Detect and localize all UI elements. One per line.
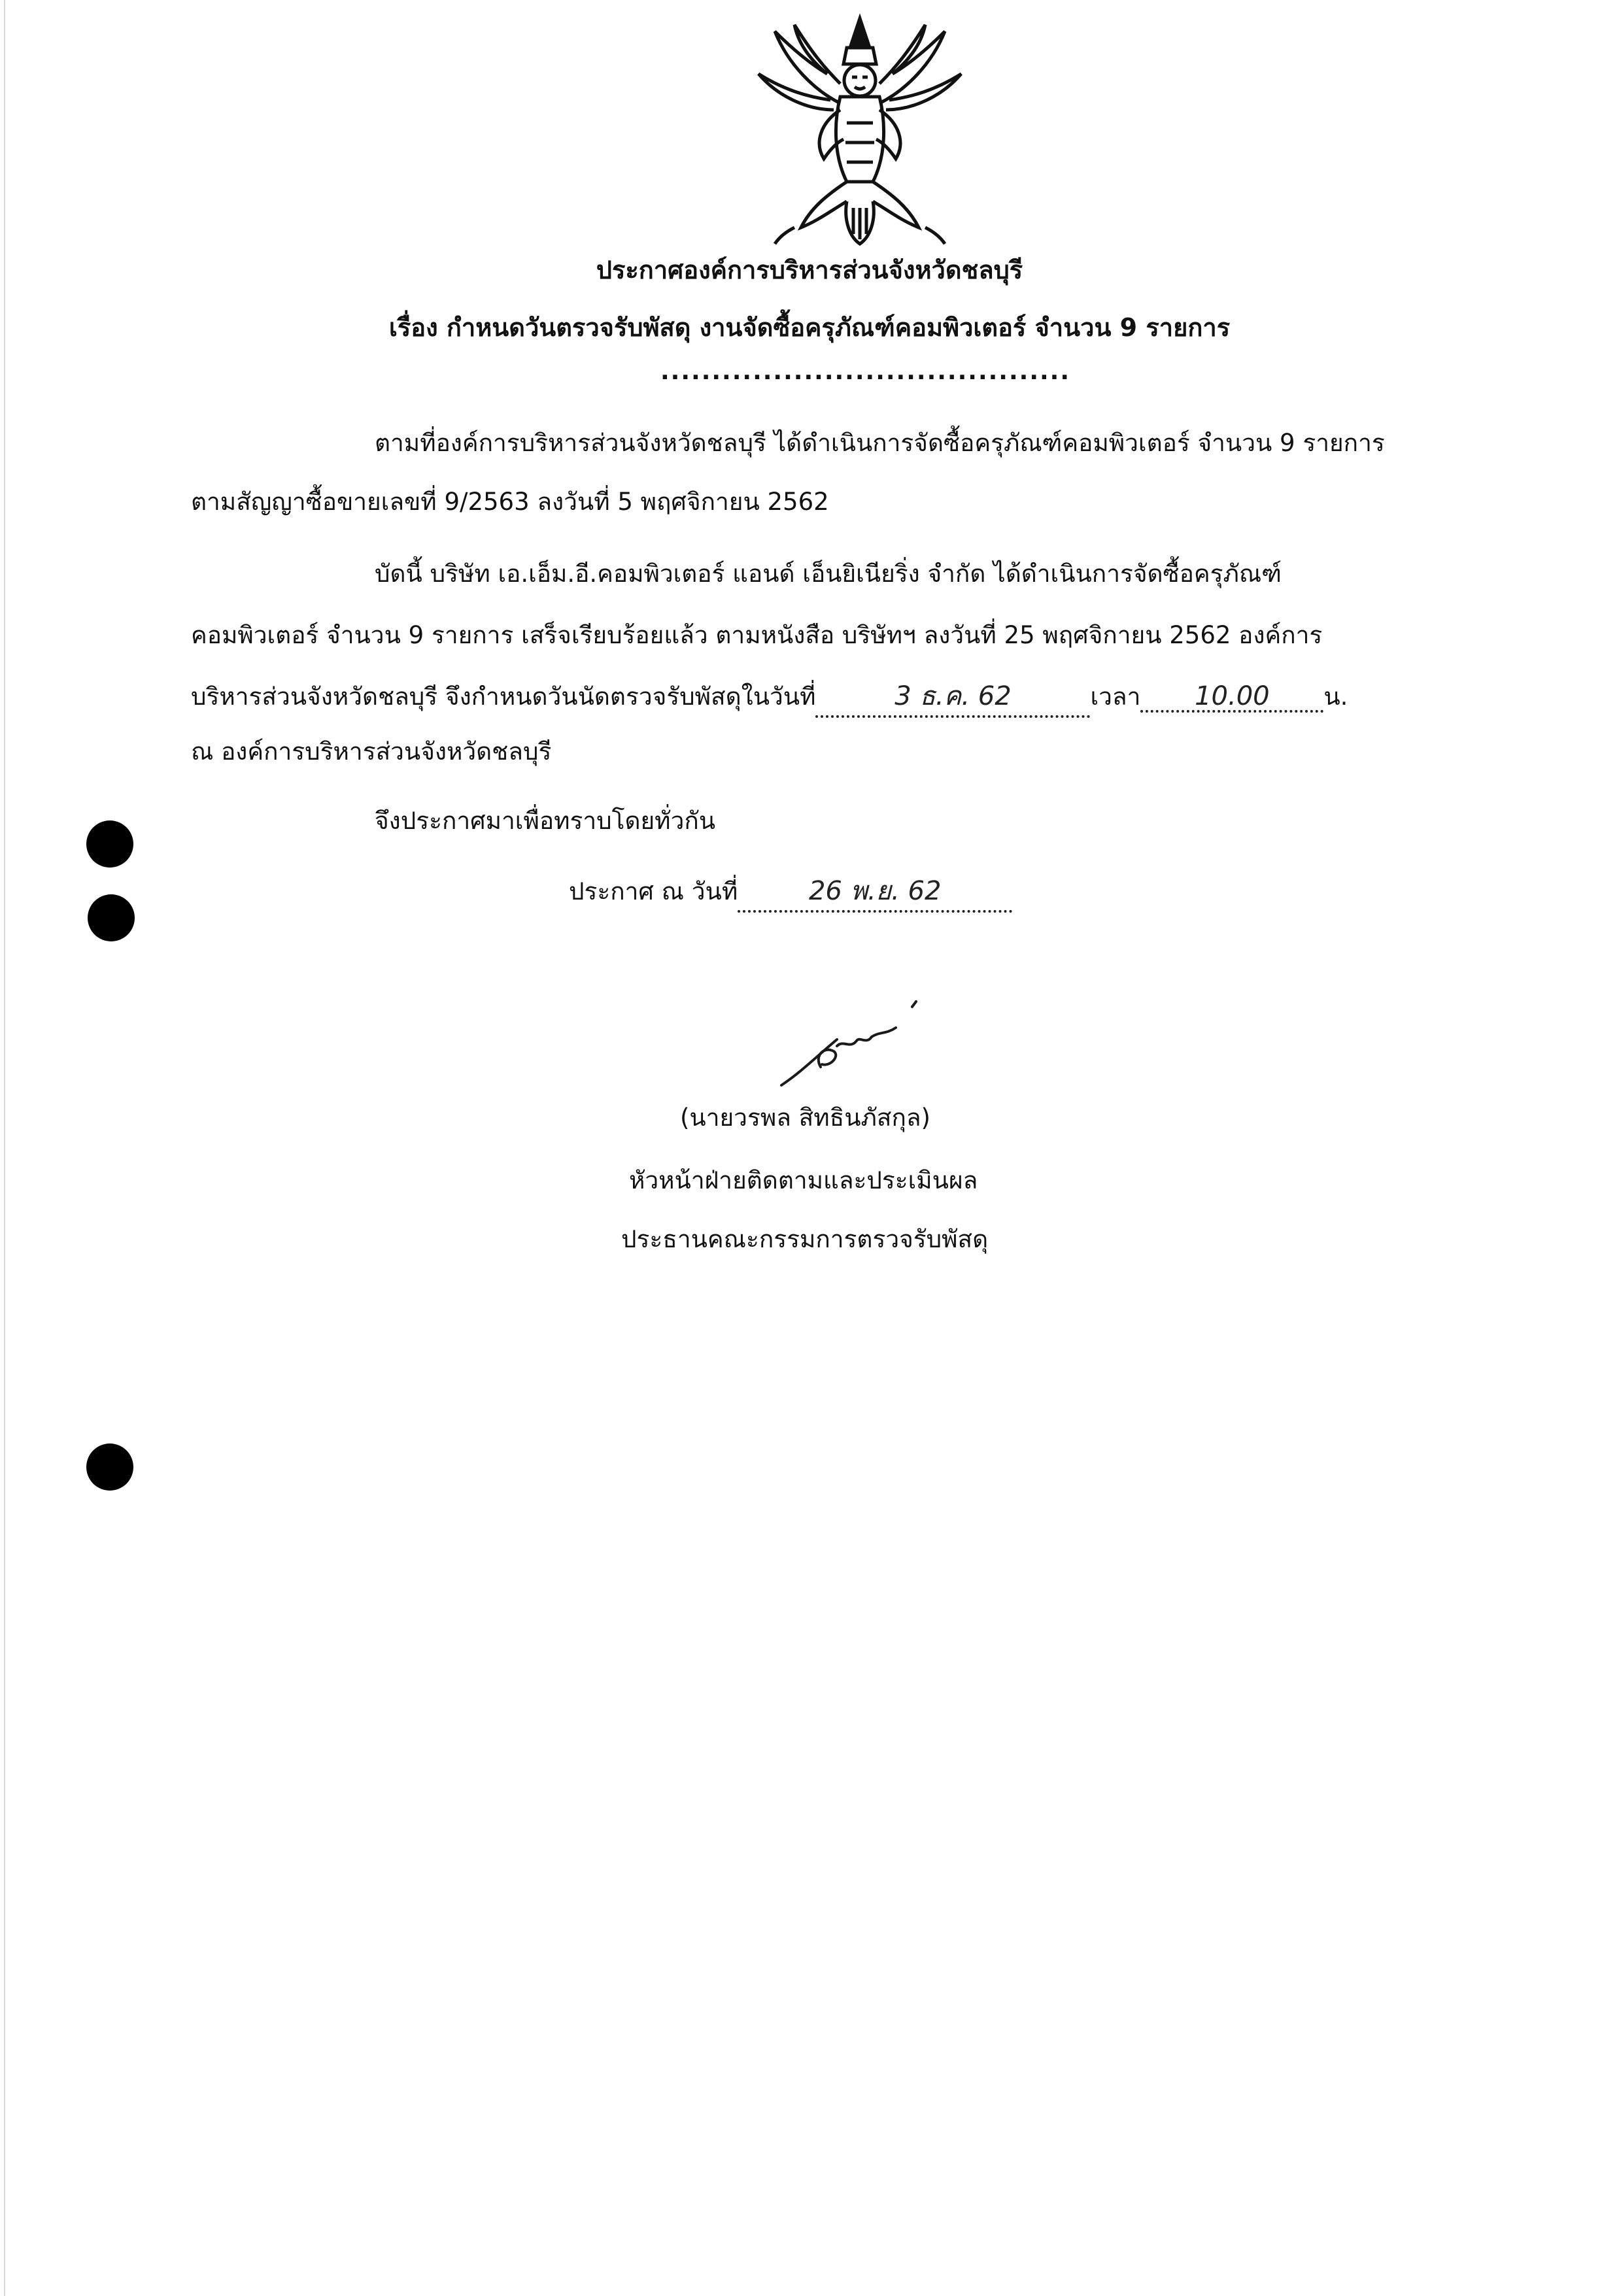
announce-date-value: 26 พ.ย. 62 <box>808 876 942 906</box>
punch-hole-3 <box>86 1443 133 1491</box>
time-label: เวลา <box>1090 683 1141 711</box>
paragraph-1-line-2: ตามสัญญาซื้อขายเลขที่ 9/2563 ลงวันที่ 5 พฤศจิกายน 2562 <box>191 488 829 516</box>
signature-scribble <box>775 994 925 1092</box>
inspection-time-value: 10.00 <box>1195 681 1270 711</box>
punch-hole-2 <box>88 894 135 941</box>
inspection-date-field <box>815 675 1090 717</box>
inspection-time-field <box>1140 681 1323 711</box>
announce-label: ประกาศ ณ วันที่ <box>569 877 738 905</box>
paragraph-1-line-1: ตามที่องค์การบริหารส่วนจังหวัดชลบุรี ได้ดำเนินการจัดซื้อครุภัณฑ์คอมพิวเตอร์ จำนวน 9 รายการ <box>375 429 1385 457</box>
paragraph-2-line-1: บัดนี้ บริษัท เอ.เอ็ม.อี.คอมพิวเตอร์ แอนด์ เอ็นยิเนียริ่ง จำกัด ได้ดำเนินการจัดซื้อครุภัณฑ์ <box>375 560 1282 588</box>
subject-line: เรื่อง กำหนดวันตรวจรับพัสดุ งานจัดซื้อครุภัณฑ์คอมพิวเตอร์ จำนวน 9 รายการ <box>388 313 1231 342</box>
signer-position-2: ประธานคณะกรรมการตรวจรับพัสดุ <box>621 1225 989 1253</box>
paragraph-2-line-2: คอมพิวเตอร์ จำนวน 9 รายการ เสร็จเรียบร้อยแล้ว ตามหนังสือ บริษัทฯ ลงวันที่ 25 พฤศจิกายน 2562 องค์การ <box>191 621 1323 649</box>
paragraph-2-line-3 <box>191 675 1348 717</box>
inspection-date-value: 3 ธ.ค. 62 <box>895 681 1012 711</box>
title-separator: ........................................ <box>660 358 1071 385</box>
time-unit: น. <box>1323 683 1348 711</box>
announce-date-field <box>738 869 1012 911</box>
punch-hole-1 <box>86 820 133 868</box>
closing-line: จึงประกาศมาเพื่อทราบโดยทั่วกัน <box>375 807 716 835</box>
garuda-emblem-icon <box>749 12 971 250</box>
paragraph-2-line-4: ณ องค์การบริหารส่วนจังหวัดชลบุรี <box>191 737 552 766</box>
inspection-date-prefix: บริหารส่วนจังหวัดชลบุรี จึงกำหนดวันนัดตรวจรับพัสดุในวันที่ <box>191 683 816 711</box>
announce-date-line <box>569 869 1012 911</box>
page-title: ประกาศองค์การบริหารส่วนจังหวัดชลบุรี <box>596 256 1023 284</box>
signer-position-1: หัวหน้าฝ่ายติดตามและประเมินผล <box>629 1166 978 1194</box>
signer-name: (นายวรพล สิทธินภัสกุล) <box>680 1104 930 1132</box>
